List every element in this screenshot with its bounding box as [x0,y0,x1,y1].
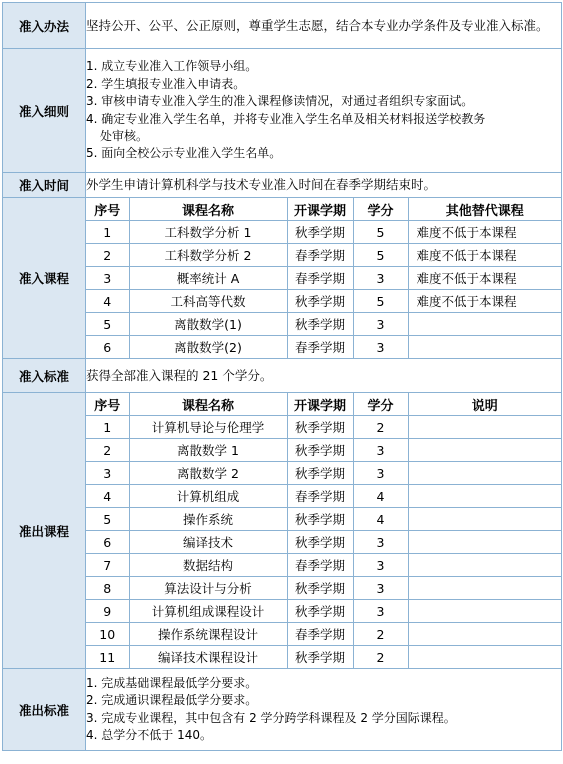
rules-item: 3. 审核申请专业准入学生的准入课程修读情况，对通过者组织专家面试。 [86,94,474,109]
course-alternative [408,313,561,336]
course-semester: 秋季学期 [287,290,353,313]
course-name: 工科数学分析 1 [129,221,287,244]
course-name: 算法设计与分析 [129,577,287,600]
rules-item: 5. 面向全校公示专业准入学生名单。 [86,146,282,161]
exit-courses-cell [86,393,562,669]
table-row [86,439,561,462]
course-credits: 4 [353,508,408,531]
course-name: 离散数学 2 [129,462,287,485]
exit-standard-item: 4. 总学分不低于 140。 [86,727,212,742]
col-header-course-name: 课程名称 [129,393,287,416]
table-row [86,646,561,669]
course-index: 11 [86,646,129,669]
course-index: 1 [86,221,129,244]
course-note [408,462,561,485]
table-row [86,267,561,290]
course-credits: 3 [353,600,408,623]
table-row [86,485,561,508]
course-semester: 秋季学期 [287,221,353,244]
time-row [3,173,562,198]
course-name: 编译技术 [129,531,287,554]
rules-list [86,49,562,173]
course-credits: 2 [353,623,408,646]
exit-courses-header [86,393,561,416]
course-name: 离散数学 1 [129,439,287,462]
course-credits: 2 [353,416,408,439]
exit-courses-row [3,393,562,669]
course-credits: 3 [353,336,408,359]
rules-item: 1. 成立专业准入工作领导小组。 [86,59,258,74]
rules-item: 4. 确定专业准入学生名单，并将专业准入学生名单及相关材料报送学校教务 [86,111,486,126]
course-note [408,508,561,531]
course-alternative: 难度不低于本课程 [408,267,561,290]
course-credits: 4 [353,485,408,508]
course-alternative: 难度不低于本课程 [408,221,561,244]
course-semester: 春季学期 [287,267,353,290]
table-row [86,416,561,439]
exit-standard-item: 1. 完成基础课程最低学分要求。 [86,675,258,690]
admission-table [2,2,562,751]
method-row [3,3,562,49]
course-index: 6 [86,336,129,359]
course-semester: 秋季学期 [287,439,353,462]
table-row [86,623,561,646]
entry-standard-label: 准入标准 [3,359,86,393]
course-name: 工科高等代数 [129,290,287,313]
entry-courses-label: 准入课程 [3,198,86,359]
entry-courses-table [86,198,561,358]
course-semester: 秋季学期 [287,462,353,485]
course-semester: 春季学期 [287,554,353,577]
course-note [408,531,561,554]
col-header-semester: 开课学期 [287,198,353,221]
course-semester: 春季学期 [287,336,353,359]
course-index: 7 [86,554,129,577]
table-row [86,462,561,485]
course-credits: 3 [353,462,408,485]
course-semester: 秋季学期 [287,646,353,669]
course-semester: 秋季学期 [287,577,353,600]
table-row [86,336,561,359]
course-note [408,600,561,623]
time-text: 外学生申请计算机科学与技术专业准入时间在春季学期结束时。 [86,173,562,198]
course-index: 2 [86,439,129,462]
course-name: 数据结构 [129,554,287,577]
course-alternative: 难度不低于本课程 [408,290,561,313]
course-credits: 3 [353,531,408,554]
course-credits: 3 [353,439,408,462]
table-row [86,244,561,267]
course-credits: 3 [353,267,408,290]
exit-standard-item: 3. 完成专业课程，其中包含有 2 学分跨学科课程及 2 学分国际课程。 [86,710,456,725]
course-semester: 秋季学期 [287,313,353,336]
time-label: 准入时间 [3,173,86,198]
course-credits: 5 [353,244,408,267]
admission-document [2,2,561,751]
course-semester: 春季学期 [287,623,353,646]
course-alternative [408,336,561,359]
course-index: 4 [86,485,129,508]
course-credits: 3 [353,577,408,600]
col-header-course-name: 课程名称 [129,198,287,221]
course-semester: 秋季学期 [287,600,353,623]
course-credits: 5 [353,221,408,244]
col-header-notes: 说明 [408,393,561,416]
method-label: 准入办法 [3,3,86,49]
method-text: 坚持公开、公平、公正原则，尊重学生志愿，结合本专业办学条件及专业准入标准。 [86,3,562,49]
course-note [408,416,561,439]
course-index: 1 [86,416,129,439]
course-semester: 秋季学期 [287,416,353,439]
course-name: 工科数学分析 2 [129,244,287,267]
course-note [408,485,561,508]
entry-courses-cell [86,198,562,359]
course-name: 计算机组成 [129,485,287,508]
exit-standard-label: 准出标准 [3,669,86,751]
entry-courses-row [3,198,562,359]
course-credits: 3 [353,554,408,577]
course-name: 离散数学(1) [129,313,287,336]
rules-row [3,49,562,173]
course-alternative: 难度不低于本课程 [408,244,561,267]
col-header-index: 序号 [86,393,129,416]
course-semester: 春季学期 [287,485,353,508]
course-name: 操作系统课程设计 [129,623,287,646]
exit-courses-table [86,393,561,668]
exit-standard-item: 2. 完成通识课程最低学分要求。 [86,693,258,708]
course-index: 5 [86,313,129,336]
course-index: 6 [86,531,129,554]
course-name: 计算机导论与伦理学 [129,416,287,439]
course-index: 3 [86,462,129,485]
course-credits: 3 [353,313,408,336]
table-row [86,577,561,600]
col-header-alternatives: 其他替代课程 [408,198,561,221]
course-note [408,554,561,577]
table-row [86,508,561,531]
course-index: 9 [86,600,129,623]
exit-standard-row [3,669,562,751]
rules-item-continuation: 处审核。 [100,128,149,143]
table-row [86,554,561,577]
exit-standard-list [86,669,562,751]
course-index: 5 [86,508,129,531]
col-header-credits: 学分 [353,393,408,416]
course-credits: 2 [353,646,408,669]
entry-standard-text: 获得全部准入课程的 21 个学分。 [86,359,562,393]
course-name: 计算机组成课程设计 [129,600,287,623]
table-row [86,313,561,336]
col-header-index: 序号 [86,198,129,221]
course-semester: 秋季学期 [287,531,353,554]
course-index: 10 [86,623,129,646]
course-index: 2 [86,244,129,267]
table-row [86,290,561,313]
entry-courses-header [86,198,561,221]
table-row [86,531,561,554]
exit-courses-label: 准出课程 [3,393,86,669]
course-index: 4 [86,290,129,313]
course-index: 8 [86,577,129,600]
course-name: 编译技术课程设计 [129,646,287,669]
course-note [408,439,561,462]
course-note [408,623,561,646]
course-note [408,646,561,669]
course-note [408,577,561,600]
course-name: 离散数学(2) [129,336,287,359]
table-row [86,221,561,244]
rules-item: 2. 学生填报专业准入申请表。 [86,76,246,91]
course-name: 操作系统 [129,508,287,531]
entry-standard-row [3,359,562,393]
col-header-credits: 学分 [353,198,408,221]
table-row [86,600,561,623]
course-index: 3 [86,267,129,290]
course-semester: 春季学期 [287,244,353,267]
col-header-semester: 开课学期 [287,393,353,416]
rules-label: 准入细则 [3,49,86,173]
course-name: 概率统计 A [129,267,287,290]
course-credits: 5 [353,290,408,313]
course-semester: 秋季学期 [287,508,353,531]
